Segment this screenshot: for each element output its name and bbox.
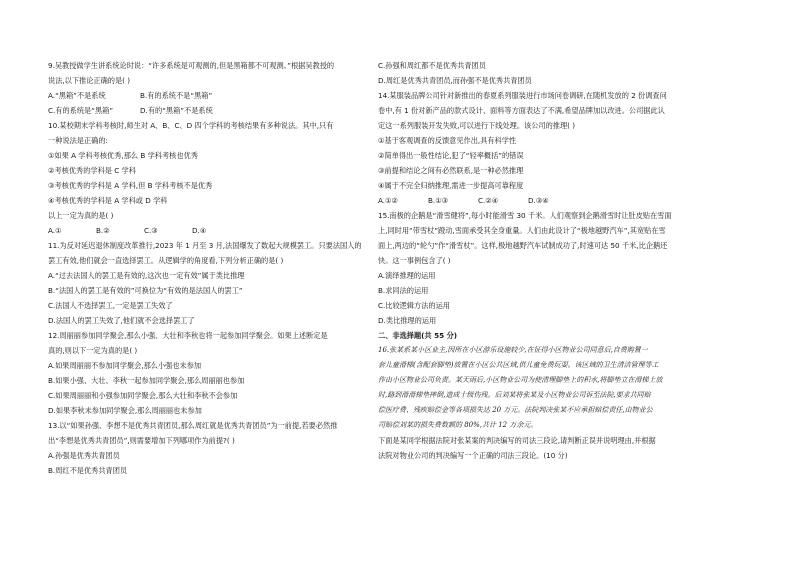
q12-stem-cont: 真的,则以下一定为真的是( ) xyxy=(48,346,138,355)
q14-option-c: C.②④ xyxy=(478,196,499,205)
q9-option-d: D.有的“黑箱”不是系统 xyxy=(140,106,213,115)
q10-statement-1: ①如果 A 学科考核优秀,那么 B 学科考核也优秀 xyxy=(48,151,198,160)
q12-option-a: A.如果周丽丽不参加同学聚会,那么小强也未参加 xyxy=(48,361,202,370)
q15-option-d: D.类比推理的运用 xyxy=(378,316,437,325)
q16-text-line-2: 套儿童滑梯(含配套脚垫)放置在小区公共区域,供儿童免费玩耍。该区域的卫生清洁管理等工 xyxy=(378,361,659,369)
q11-option-a: A.“过去法国人的罢工是有效的,这次也一定有效”属于类比推理 xyxy=(48,271,245,280)
q14-statement-3: ③前提和结论之间有必然联系,是一种必然推理 xyxy=(378,166,524,175)
q11-stem-cont: 罢工有效,他们就会一直选择罢工。从逻辑学的角度看,下列分析正确的是( ) xyxy=(48,256,284,265)
q10-ask: 以上一定为真的是( ) xyxy=(48,211,114,220)
q15-option-a: A.演绎推理的运用 xyxy=(378,271,436,280)
q14-statement-4: ④属于不完全归纳推理,需进一步提高可靠程度 xyxy=(378,181,524,190)
q15-stem-cont-3: 快。这一事例包含了( ) xyxy=(378,256,451,265)
q16-task-line-2: 法院对物业公司的判决编写一个正确的司法三段论。(10 分) xyxy=(378,451,568,460)
q16-task-line-1: 下面是某同学根据法院对张某案的判决编写的司法三段论,请判断正误并说明理由,并根据 xyxy=(378,436,656,445)
q14-stem-cont: 卷中,有 1 份对新产品的款式设计、面料等方面表达了不满,希望品牌加以改进。公司据此认 xyxy=(378,106,665,115)
q10-statement-3: ③考核优秀的学科是 A 学科,但 B 学科考核不是优秀 xyxy=(48,181,213,190)
q14-statement-2: ②简单得出一般性结论,犯了“轻率概括”的错误 xyxy=(378,151,524,160)
q15-stem: 15.南极的企鹅是“滑雪健将”,每小时能滑雪 30 千米。人们观察到企鹅滑雪时让肚皮贴在雪面 xyxy=(378,211,672,220)
q10-statement-2: ②考核优秀的学科是 C 学科 xyxy=(48,166,136,175)
q10-options xyxy=(48,223,366,238)
q12-option-d: D.如果李秋未参加同学聚会,那么周丽丽也未参加 xyxy=(48,406,202,415)
q12-option-c: C.如果周丽丽和小强参加同学聚会,那么大壮和李秋不会参加 xyxy=(48,391,238,400)
q15-stem-cont: 上,同时用“带雪杖”蹬动,雪面承受其全身重量。人们由此设计了“极地越野汽车”,其宽贴在雪 xyxy=(378,226,666,235)
q9-stem: 9.吴教授做学生讲系统论时说：“许多系统是可观测的,但是黑箱都不可观测。”根据吴教授的 xyxy=(48,61,335,70)
q14-stem-cont-2: 定这一系列服装开发失败,可以进行下线处理。该公司的推理( ) xyxy=(378,121,576,130)
q10-option-c: C.③ xyxy=(144,226,158,235)
q13-option-c: C.孙强和周红都不是优秀共青团员 xyxy=(378,61,486,70)
q16-text-line-6: 司赔偿刘某的损失费数额的 80%,共计 12 万余元。 xyxy=(378,421,538,429)
q11-option-d: D.法国人的罢工失效了,他们就不会选择罢工了 xyxy=(48,316,195,325)
q13-option-d: D.周红是优秀共青团员,而孙强不是优秀共青团员 xyxy=(378,76,532,85)
q13-option-a: A.孙强是优秀共青团员 xyxy=(48,451,120,460)
q11-option-b: B.“法国人的罢工是有效的”可换位为“有效的是法国人的罢工” xyxy=(48,286,243,295)
q11-option-c: C.法国人不选择罢工,一定是罢工失效了 xyxy=(48,301,173,310)
q10-option-b: B.② xyxy=(96,226,110,235)
q14-option-a: A.①② xyxy=(378,196,398,205)
q13-option-b: B.周红不是优秀共青团员 xyxy=(48,466,128,475)
q16-text-line-5: 偿医疗费、残疾赔偿金等各项损失达 20 万元。法院判决张某不应承担赔偿责任,由物业公 xyxy=(378,406,653,414)
q12-stem: 12.周丽丽参加同学聚会,那么小强、大壮和李秋也将一起参加同学聚会。如果上述断定是 xyxy=(48,331,328,340)
q14-option-b: B.①③ xyxy=(428,196,449,205)
left-column xyxy=(48,58,366,478)
q9-stem-cont: 说法,以下推论正确的是( ) xyxy=(48,76,131,85)
q15-stem-cont-2: 面上,两边的“轮勺”作“滑雪杖”。这样,极地越野汽车试制成功了,时速可达 50 千米,比企鹅还 xyxy=(378,241,668,250)
right-column xyxy=(378,58,750,463)
q10-statement-4: ④考核优秀的学科是 A 学科或 D 学科 xyxy=(48,196,168,205)
q9-option-b: B.有的系统不是“黑箱” xyxy=(140,91,213,100)
q9-option-a: A.“黑箱”不是系统 xyxy=(48,91,106,100)
q14-options xyxy=(378,193,750,208)
section-heading: 二、非选择题(共 55 分) xyxy=(378,331,458,340)
q10-option-d: D.④ xyxy=(192,226,207,235)
q9-options-ab xyxy=(48,88,366,103)
q16-text-line-1: 16.张某系某小区业主,因所在小区游乐设施较少,在征得小区物业公司同意后,自费购置一 xyxy=(378,346,648,354)
q16-text-line-3: 作由小区物业公司负责。某天雨后,小区物业公司为使清理脚垫上的积水,将脚垫立在滑梯上放 xyxy=(378,376,663,384)
q13-stem: 13.以“如果孙强、李想不是优秀共青团员,那么周红就是优秀共青团员”为一前提,若要必然推 xyxy=(48,421,338,430)
q15-option-b: B.求同法的运用 xyxy=(378,286,429,295)
q9-option-c: C.有的系统是“黑箱” xyxy=(48,106,114,115)
q15-option-c: C.比较逻辑方法的运用 xyxy=(378,301,450,310)
q9-options-cd xyxy=(48,103,366,118)
q16-text-line-4: 时,路到滑滑梯垫摔倒,造成十级伤残。后刘某将张某及小区物业公司诉至法院,要求共同赔 xyxy=(378,391,651,399)
q10-stem: 10.某校期末学科考核时,师生对 A、B、C、D 四个学科的考核结果有多种说法。其中,只有 xyxy=(48,121,334,130)
q10-option-a: A.① xyxy=(48,226,62,235)
q13-stem-cont: 出“李想是优秀共青团员”,则需要增加下列哪项作为前提?( ) xyxy=(48,436,235,445)
q12-option-b: B.如果小强、大壮、李秋一起参加同学聚会,那么周丽丽也参加 xyxy=(48,376,245,385)
q14-stem: 14.某服装品牌公司针对新推出的春夏系列服装进行市场问卷调研,在随机发放的 2 份调查问 xyxy=(378,91,667,100)
q10-stem-cont: 一种说法是正确的: xyxy=(48,136,108,145)
q14-option-d: D.③④ xyxy=(528,196,549,205)
q11-stem: 11.为反对延迟退休制度改革推行,2023 年 1 月至 3 月,法国爆发了数起大规模罢工。只要法国人的 xyxy=(48,241,362,250)
q14-statement-1: ①基于客观调查的反馈意见作出,具有科学性 xyxy=(378,136,517,145)
